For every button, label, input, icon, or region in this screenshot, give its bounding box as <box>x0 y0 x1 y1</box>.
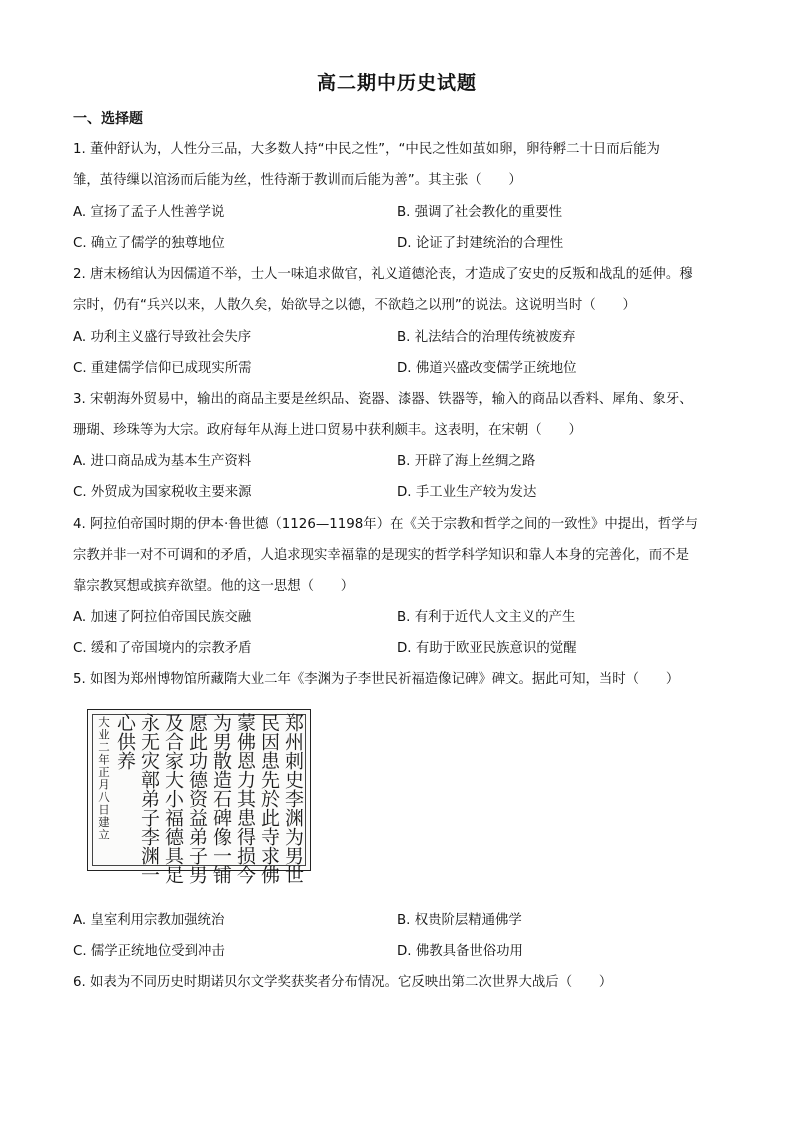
q3-option-c[interactable]: C. 外贸成为国家税收主要来源 <box>73 485 252 500</box>
q4-option-d[interactable]: D. 有助于欧亚民族意识的觉醒 <box>397 641 577 656</box>
question-2-stem-line-1: 2. 唐末杨绾认为因儒道不举，士人一味追求做官，礼义道德沦丧，才造成了安史的反叛和战乱的延伸。穆 <box>73 267 693 282</box>
question-3-stem-line-2: 珊瑚、珍珠等为大宗。政府每年从海上进口贸易中获利颇丰。这表明，在宋朝（ ） <box>73 423 582 438</box>
q3-option-b[interactable]: B. 开辟了海上丝绸之路 <box>397 454 536 469</box>
question-3-stem-line-1: 3. 宋朝海外贸易中，输出的商品主要是丝织品、瓷器、漆器、铁器等，输入的商品以香料、犀角、象牙、 <box>73 392 693 407</box>
stele-date-column: 大业二年正月八日建立 <box>97 716 111 841</box>
question-4-stem-line-3: 靠宗教冥想或摈弃欲望。他的这一思想（ ） <box>73 579 355 594</box>
q2-option-a[interactable]: A. 功利主义盛行导致社会失序 <box>73 330 252 345</box>
section-heading: 一、选择题 <box>73 111 143 127</box>
stele-column-6: 及合家大小福德具足 <box>162 713 184 884</box>
q4-option-c[interactable]: C. 缓和了帝国境内的宗教矛盾 <box>73 641 252 656</box>
q5-option-b[interactable]: B. 权贵阶层精通佛学 <box>397 913 522 928</box>
question-6-stem-line-1: 6. 如表为不同历史时期诺贝尔文学奖获奖者分布情况。它反映出第二次世界大战后（ ） <box>73 975 613 990</box>
stele-column-8: 心供养 <box>114 713 136 770</box>
q2-option-b[interactable]: B. 礼法结合的治理传统被废弃 <box>397 330 576 345</box>
q4-option-a[interactable]: A. 加速了阿拉伯帝国民族交融 <box>73 610 252 625</box>
q1-option-d[interactable]: D. 论证了封建统治的合理性 <box>397 236 564 251</box>
q1-option-a[interactable]: A. 宣扬了孟子人性善学说 <box>73 205 225 220</box>
q5-option-a[interactable]: A. 皇室利用宗教加强统治 <box>73 913 225 928</box>
q5-option-c[interactable]: C. 儒学正统地位受到冲击 <box>73 944 225 959</box>
stele-column-5: 愿此功德资益弟子男 <box>186 713 208 884</box>
q2-option-c[interactable]: C. 重建儒学信仰已成现实所需 <box>73 361 252 376</box>
stele-column-2: 民因患先於此寺求佛 <box>258 713 280 884</box>
q1-option-b[interactable]: B. 强调了社会教化的重要性 <box>397 205 562 220</box>
question-4-stem-line-2: 宗教并非一对不可调和的矛盾，人追求现实幸福靠的是现实的哲学科学知识和靠人本身的完善化，而不是 <box>73 548 689 563</box>
stele-column-1: 郑州刺史李渊为男世 <box>282 713 304 884</box>
question-5-stem-line-1: 5. 如图为郑州博物馆所藏隋大业二年《李渊为子李世民祈福造像记碑》碑文。据此可知，当时（ ） <box>73 672 680 687</box>
question-2-stem-line-2: 宗时，仍有“兵兴以来，人散久矣，始欲导之以德，不欲趋之以刑”的说法。这说明当时（ ） <box>73 298 636 313</box>
q2-option-d[interactable]: D. 佛道兴盛改变儒学正统地位 <box>397 361 577 376</box>
q3-option-a[interactable]: A. 进口商品成为基本生产资料 <box>73 454 252 469</box>
q3-option-d[interactable]: D. 手工业生产较为发达 <box>397 485 537 500</box>
stele-column-7: 永无灾鄣弟子李渊一 <box>138 713 160 884</box>
question-4-stem-line-1: 4. 阿拉伯帝国时期的伊本·鲁世德（1126—1198年）在《关于宗教和哲学之间的一致性》中提出，哲学与 <box>73 517 699 532</box>
page-title: 高二期中历史试题 <box>316 72 477 94</box>
q5-option-d[interactable]: D. 佛教具备世俗功用 <box>397 944 523 959</box>
stele-column-3: 蒙佛恩力其患得损今 <box>234 713 256 884</box>
question-1-stem-line-2: 雏，茧待缫以涫汤而后能为丝，性待渐于教训而后能为善”。其主张（ ） <box>73 173 522 188</box>
q1-option-c[interactable]: C. 确立了儒学的独尊地位 <box>73 236 225 251</box>
stele-column-4: 为男散造石碑像一铺 <box>210 713 232 884</box>
stele-columns <box>96 713 304 884</box>
q4-option-b[interactable]: B. 有利于近代人文主义的产生 <box>397 610 576 625</box>
question-1-stem-line-1: 1. 董仲舒认为，人性分三品，大多数人持“中民之性”，“中民之性如茧如卵，卵待孵二十日而后能为 <box>73 142 660 157</box>
stele-inscription-image <box>87 709 311 884</box>
